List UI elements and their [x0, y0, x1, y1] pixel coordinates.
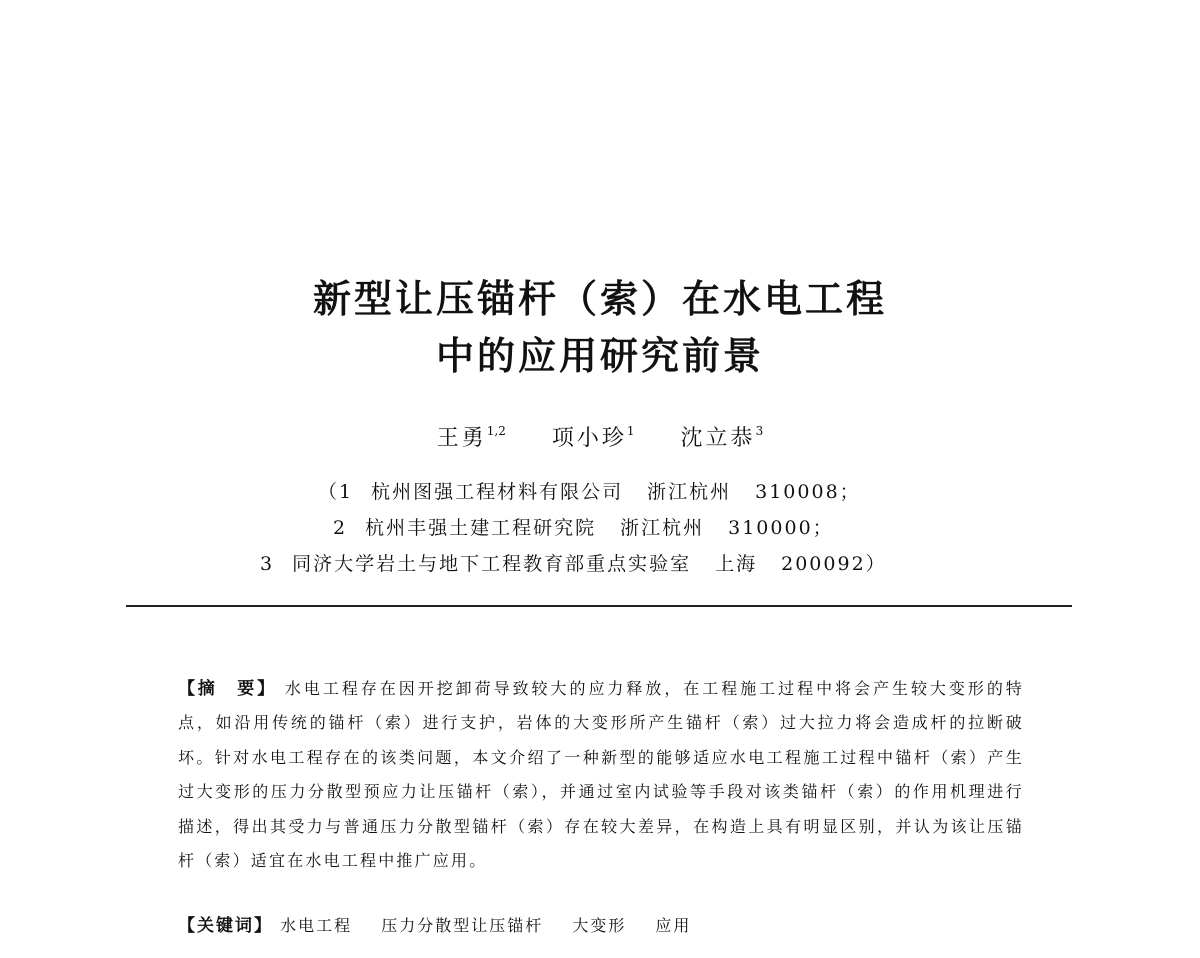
keywords-label: 【关键词】	[178, 916, 273, 936]
affiliation-line: 3 同济大学岩土与地下工程教育部重点实验室 上海 200092）	[260, 553, 887, 575]
author: 王勇$^{1,2}$	[436, 424, 506, 451]
author: 沈立恭$^3$	[680, 424, 764, 451]
affiliation-line: 2 杭州丰强土建工程研究院 浙江杭州 310000；	[333, 517, 834, 539]
keywords	[178, 911, 1024, 936]
affiliation-org: 杭州图强工程材料有限公司	[371, 481, 624, 503]
author-affiliation-mark: 1	[626, 424, 635, 438]
affiliation-postcode: 200092）	[781, 553, 887, 575]
abstract-text: 水电工程存在因开挖卸荷导致较大的应力释放，在工程施工过程中将会产生较大变形的特点，如沿用传统的锚杆（索）进行支护，岩体的大变形所产生锚杆（索）过大拉力将会造成杆的拉断破坏。针对水电工程存在的该类问题，本文介绍了一种新型的能够适应水电工程施工过程中锚杆（索）产生过大变形的压力分散型预应力让压锚杆（索），并通过室内试验等手段对该类锚杆（索）的作用机理进行描述，得出其受力与普通压力分散型锚杆（索）存在较大差异，在构造上具有明显区别，并认为该让压锚杆（索）适宜在水电工程中推广应用。	[178, 679, 1024, 871]
author-list	[0, 421, 1200, 452]
abstract-label: 【摘 要】	[178, 679, 277, 699]
affiliation-place: 上海	[715, 553, 758, 575]
abstract	[178, 672, 1024, 878]
affiliation-org: 杭州丰强土建工程研究院	[365, 517, 597, 539]
affiliation-org: 同济大学岩土与地下工程教育部重点实验室	[292, 553, 692, 575]
author-affiliation-mark: 1,2	[486, 424, 506, 438]
paper-title-line-2: 中的应用研究前景	[435, 334, 764, 378]
affiliation-place: 浙江杭州	[647, 481, 732, 503]
author-affiliation-mark: 3	[755, 424, 764, 438]
keyword: 压力分散型让压锚杆	[381, 916, 544, 935]
affiliation-postcode: 310000；	[728, 517, 834, 539]
header-divider	[126, 605, 1072, 607]
keyword: 水电工程	[280, 916, 353, 935]
affiliation-postcode: 310008；	[755, 481, 861, 503]
affiliation-place: 浙江杭州	[620, 517, 705, 539]
keyword: 大变形	[572, 916, 627, 935]
affiliation-line: （1 杭州图强工程材料有限公司 浙江杭州 310008；	[318, 481, 861, 503]
keyword: 应用	[655, 916, 692, 935]
paper-title-line-1: 新型让压锚杆（索）在水电工程	[312, 277, 887, 321]
author: 项小珍$^1$	[551, 424, 635, 451]
